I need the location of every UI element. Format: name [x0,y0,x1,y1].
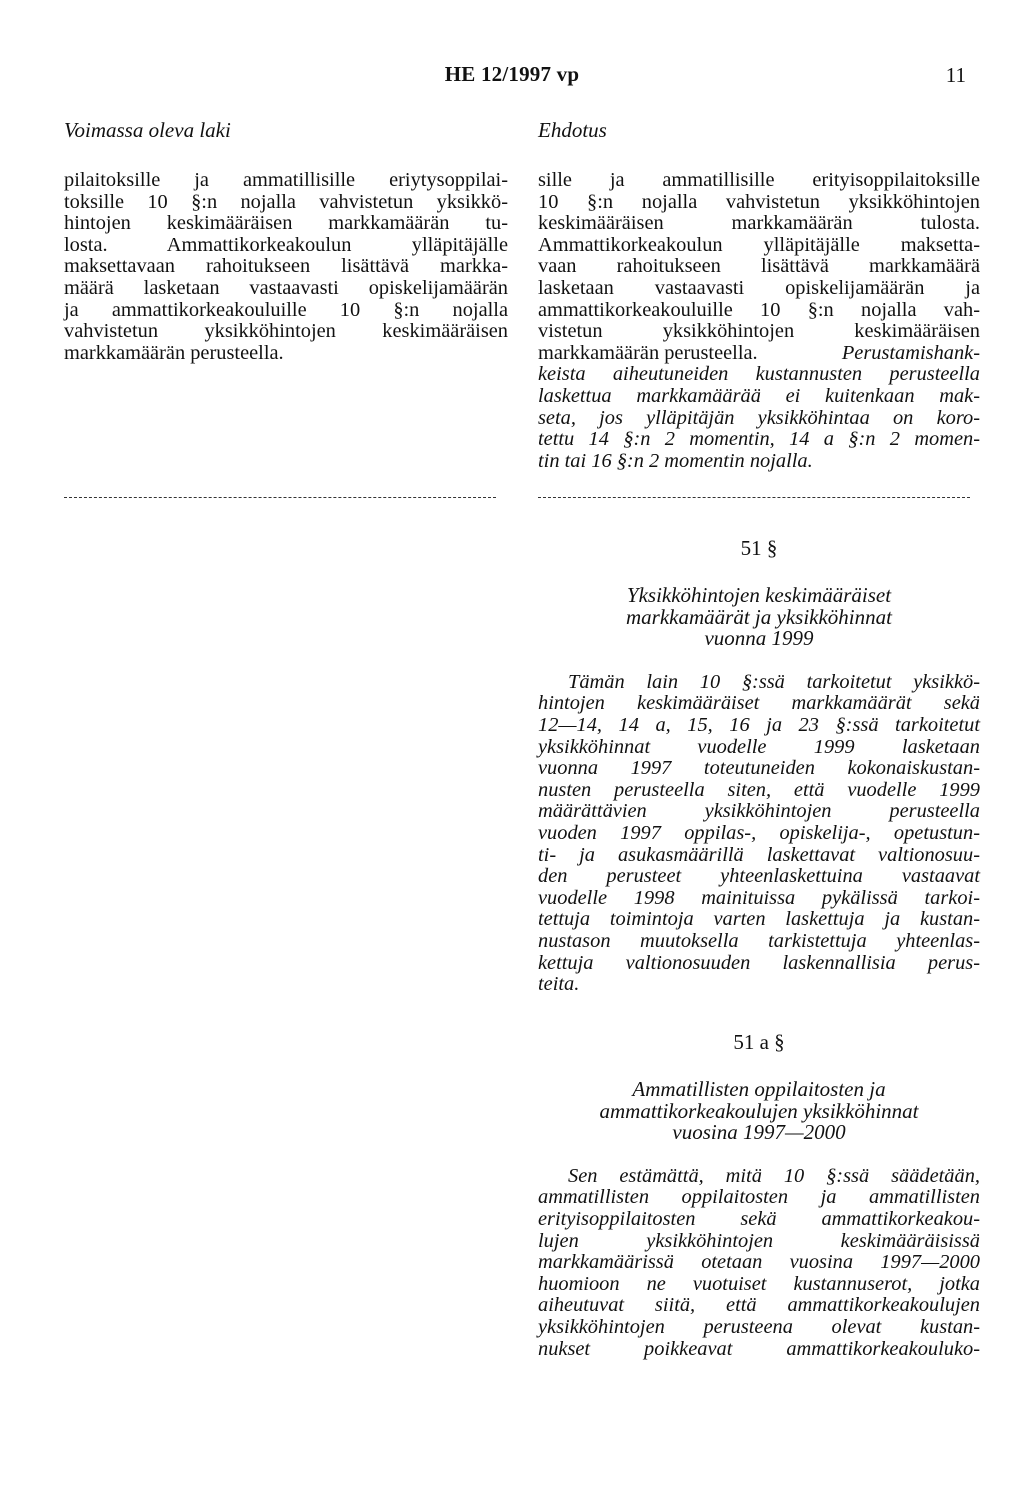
document-id: HE 12/1997 vp [444,62,580,86]
text-line: Sen estämättä, mitä 10 §:ssä säädetään, [568,1164,980,1187]
text-line: erityisoppilaitosten sekä ammattikorkeakou- [538,1207,980,1230]
text-line: 10 §:n nojalla vahvistetun yksikköhintojen [538,190,980,213]
text-line: den perusteet yhteenlaskettuina vastaavat [538,865,980,888]
current-law-text [64,170,508,364]
section-title-line: ammattikorkeakoulujen yksikköhinnat [599,1098,919,1123]
text-line: tettuja toimintoja varten laskettuja ja kustan- [538,908,980,931]
text-line: ammatillisten oppilaitosten ja ammatillisten [538,1186,980,1209]
text-line: tin tai 16 §:n 2 momentin nojalla. [538,449,813,472]
section-body [538,1166,980,1360]
text-line: hintojen keskimääräiset markkamäärät sekä [538,692,980,715]
text-segment-italic: Perustamishank- [841,341,980,364]
text-line: vahvistetun yksikköhintojen keskimääräisen [64,320,508,343]
text-line: vuoden 1997 oppilas-, opiskelija-, opetustun- [538,821,980,844]
text-line: lasketaan vastaavasti opiskelijamäärän ja [538,276,980,299]
section-51a [538,1030,980,1360]
proposal-text [538,170,980,472]
text-line: laskettua markkamäärää ei kuitenkaan mak- [538,384,980,407]
column-heading-proposal: Ehdotus [538,118,607,142]
text-line: lujen yksikköhintojen keskimääräisissä [538,1229,980,1252]
section-body [538,672,980,996]
text-line: Tämän lain 10 §:ssä tarkoitetut yksikkö- [568,670,980,693]
text-line: tettu 14 §:n 2 momentin, 14 a §:n 2 momen- [538,428,980,451]
text-line: maksettavaan rahoitukseen lisättävä markka- [64,255,508,278]
text-line: teita. [538,973,580,996]
section-title-line: Yksikköhintojen keskimääräiset [626,583,892,607]
page-number: 11 [945,63,966,87]
text-line: vistetun yksikköhintojen keskimääräisen [538,320,980,343]
omission-divider [538,497,970,498]
text-line: Ammattikorkeakoulun ylläpitäjälle maksetta- [538,233,980,256]
text-line: vuodelle 1998 mainituissa pykälissä tarkoi- [538,886,980,909]
text-line: keskimääräisen markkamäärän tulosta. [538,212,980,235]
text-line: markkamäärän perusteella. [64,341,284,364]
text-line-mixed [538,343,980,365]
text-line: toksille 10 §:n nojalla vahvistetun yksikkö- [64,190,508,213]
text-line: määrättävien yksikköhintojen perusteella [538,800,980,823]
section-51 [538,536,980,996]
text-line: nusten perusteella siten, että vuodelle 1999 [538,778,980,801]
text-line: keista aiheutuneiden kustannusten perusteella [538,363,980,386]
section-title-line: Ammatillisten oppilaitosten ja [632,1077,886,1101]
text-line: vuonna 1997 toteutuneiden kokonaiskustan- [538,757,980,780]
text-line: pilaitoksille ja ammatillisille eriytysoppilai- [64,169,508,191]
text-line: huomioon ne vuotuiset kustannuserot, jotka [538,1272,980,1295]
text-line: markkamäärissä otetaan vuosina 1997—2000 [538,1251,980,1274]
section-title-line: vuosina 1997—2000 [672,1120,846,1145]
text-line: yksikköhintojen perusteena olevat kustan- [538,1315,980,1338]
text-segment: markkamäärän perusteella. [538,341,758,364]
text-line: sille ja ammatillisille erityisoppilaitoksille [538,169,980,191]
text-line: nukset poikkeavat ammattikorkeakouluko- [538,1337,980,1360]
section-title [538,585,980,650]
text-line: nustason muutoksella tarkistettuja yhteenlas- [538,929,980,952]
text-line: seta, jos ylläpitäjän yksikköhintaa on koro- [538,406,980,429]
text-line: hintojen keskimääräisen markkamäärän tu- [64,212,508,235]
section-title-line: markkamäärät ja yksikköhinnat [626,604,892,629]
section-title [538,1079,980,1144]
text-line: vaan rahoitukseen lisättävä markkamäärä [538,255,980,278]
text-line: kettuja valtionosuuden laskennallisia perus- [538,951,980,974]
text-line: ti- ja asukasmäärillä laskettavat valtionosuu- [538,843,980,866]
section-number: 51 a § [733,1030,785,1054]
text-line: losta. Ammattikorkeakoulun ylläpitäjälle [64,233,508,256]
text-line: ammattikorkeakouluille 10 §:n nojalla vah- [538,298,980,321]
text-line: aiheutuvat siitä, että ammattikorkeakoulujen [538,1294,980,1317]
text-line: yksikköhinnat vuodelle 1999 lasketaan [538,735,980,758]
text-line: ja ammattikorkeakouluille 10 §:n nojalla [64,298,508,321]
column-heading-current-law: Voimassa oleva laki [64,118,231,142]
text-line: määrä lasketaan vastaavasti opiskelijamäärän [64,276,508,299]
omission-divider [64,497,496,498]
section-number: 51 § [740,536,778,560]
text-line: 12—14, 14 a, 15, 16 ja 23 §:ssä tarkoitetut [538,713,980,736]
section-title-line: vuonna 1999 [704,626,814,651]
